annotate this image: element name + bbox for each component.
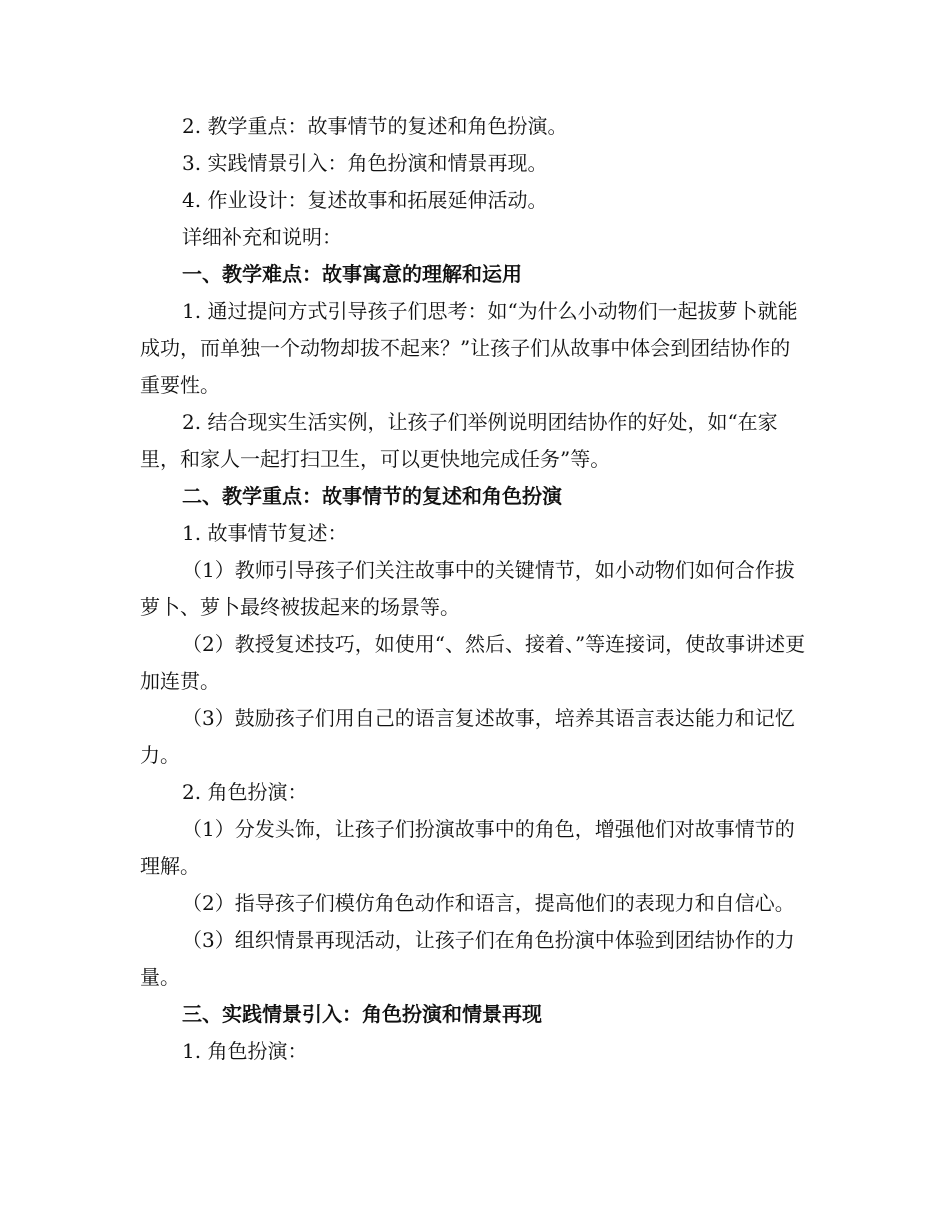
paragraph-questioning: 1. 通过提问方式引导孩子们思考：如“为什么小动物们一起拔萝卜就能成功，而单独一个动物却拔不起来？”让孩子们从故事中体会到团结协作的重要性。 bbox=[140, 299, 798, 397]
paragraph-role-play-3: （3）组织情景再现活动，让孩子们在角色扮演中体验到团结协作的力量。 bbox=[140, 928, 795, 989]
paragraph-retelling-1: （1）教师引导孩子们关注故事中的关键情节，如小动物们如何合作拔萝卜、萝卜最终被拔起来的场景等。 bbox=[140, 558, 795, 619]
document-body bbox=[140, 108, 810, 1070]
paragraph-role-play-2: （2）指导孩子们模仿角色动作和语言，提高他们的表现力和自信心。 bbox=[182, 891, 795, 915]
paragraph-role-play-1: （1）分发头饰，让孩子们扮演故事中的角色，增强他们对故事情节的理解。 bbox=[140, 817, 795, 878]
subheading-retelling: 1. 故事情节复述： bbox=[182, 521, 348, 545]
list-item-practice-intro: 3. 实践情景引入：角色扮演和情景再现。 bbox=[182, 151, 548, 175]
subheading-role-play: 2. 角色扮演： bbox=[182, 780, 308, 804]
paragraph-real-life: 2. 结合现实生活实例，让孩子们举例说明团结协作的好处，如“在家里，和家人一起打扫卫生，可以更快地完成任务”等。 bbox=[140, 410, 778, 471]
paragraph-retelling-2: （2）教授复述技巧，如使用“、然后、接着、”等连接词，使故事讲述更加连贯。 bbox=[140, 632, 806, 693]
subheading-role-play-practice: 1. 角色扮演： bbox=[182, 1039, 308, 1063]
list-item-key-point: 2. 教学重点：故事情节的复述和角色扮演。 bbox=[182, 114, 568, 138]
section-heading-key-points: 二、教学重点：故事情节的复述和角色扮演 bbox=[182, 484, 562, 508]
list-item-homework: 4. 作业设计：复述故事和拓展延伸活动。 bbox=[182, 188, 548, 212]
section-heading-practice: 三、实践情景引入：角色扮演和情景再现 bbox=[182, 1002, 542, 1026]
section-heading-difficulty: 一、教学难点：故事寓意的理解和运用 bbox=[182, 262, 522, 286]
supplement-label: 详细补充和说明： bbox=[182, 225, 342, 249]
paragraph-retelling-3: （3）鼓励孩子们用自己的语言复述故事，培养其语言表达能力和记忆力。 bbox=[140, 706, 795, 767]
